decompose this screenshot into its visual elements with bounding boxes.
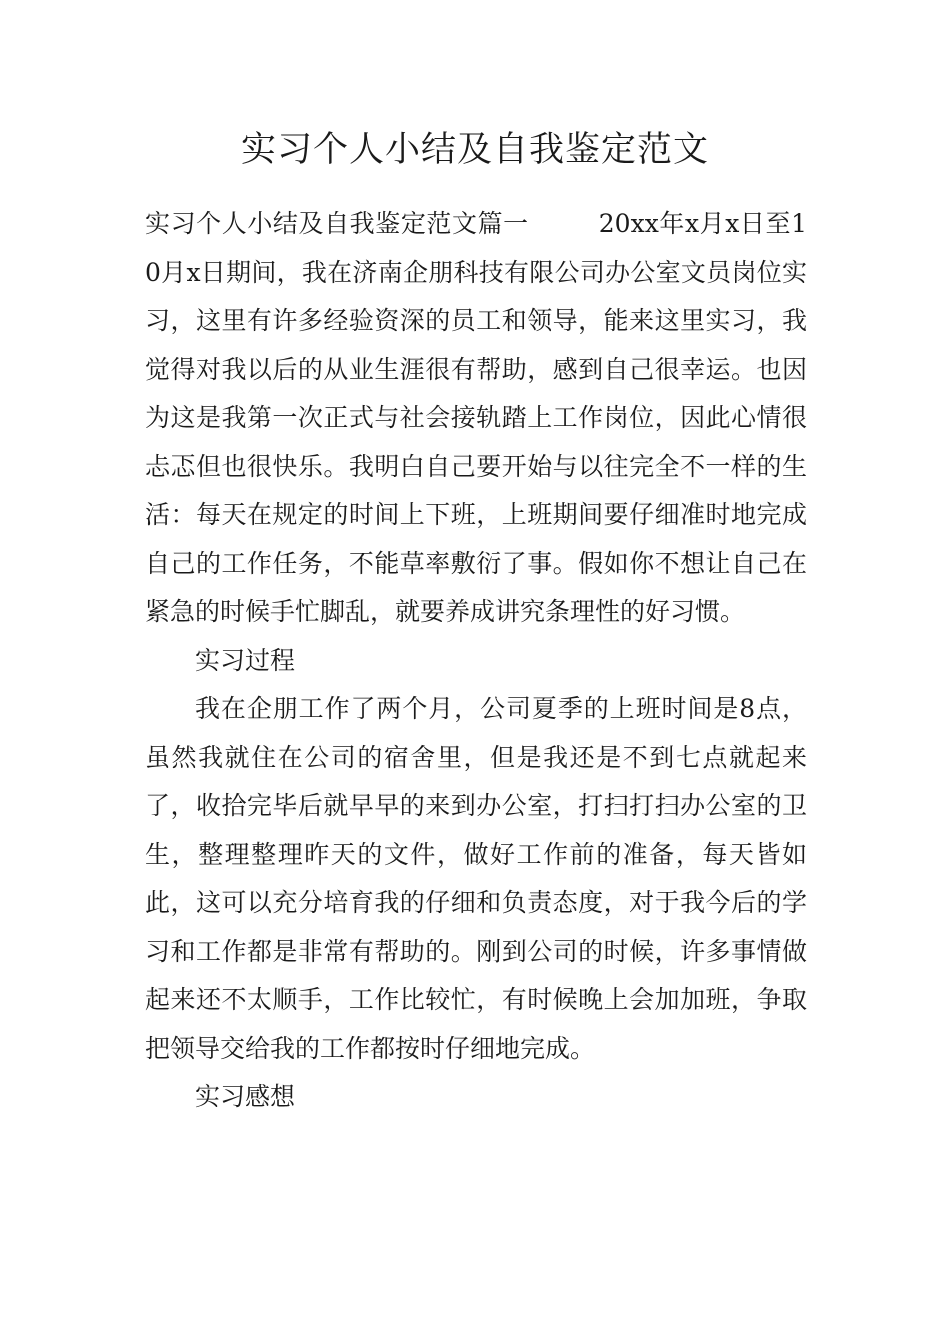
intro-label: 实习个人小结及自我鉴定范文篇一 xyxy=(145,209,529,238)
document-title: 实习个人小结及自我鉴定范文 xyxy=(240,130,709,170)
document-body xyxy=(145,200,807,1122)
intro-text: 20xx年x月x日至10月x日期间，我在济南企朋科技有限公司办公室文员岗位实习，这里有许多经验资深的员工和领导，能来这里实习，我觉得对我以后的从业生涯很有帮助，感到自己很幸运。也因为这是我第一次正式与社会接轨踏上工作岗位，因此心情很忐忑但也很快乐。我明白自己要开始与以往完全不一样的生活：每天在规定的时间上下班，上班期间要仔细准时地完成自己的工作任务，不能草率敷衍了事。假如你不想让自己在紧急的时候手忙脚乱，就要养成讲究条理性的好习惯。 xyxy=(145,209,807,626)
section-heading-reflection: 实习感想 xyxy=(195,1082,296,1111)
section-heading-process: 实习过程 xyxy=(195,645,296,675)
section-paragraph-process: 我在企朋工作了两个月，公司夏季的上班时间是8点，虽然我就住在公司的宿舍里，但是我还是不到七点就起来了，收拾完毕后就早早的来到办公室，打扫打扫办公室的卫生，整理整理昨天的文件，做好工作前的准备，每天皆如此，这可以充分培育我的仔细和负责态度，对于我今后的学习和工作都是非常有帮助的。刚到公司的时候，许多事情做起来还不太顺手，工作比较忙，有时候晚上会加加班，争取把领导交给我的工作都按时仔细地完成。 xyxy=(145,694,807,1063)
intro-paragraph xyxy=(145,200,807,637)
